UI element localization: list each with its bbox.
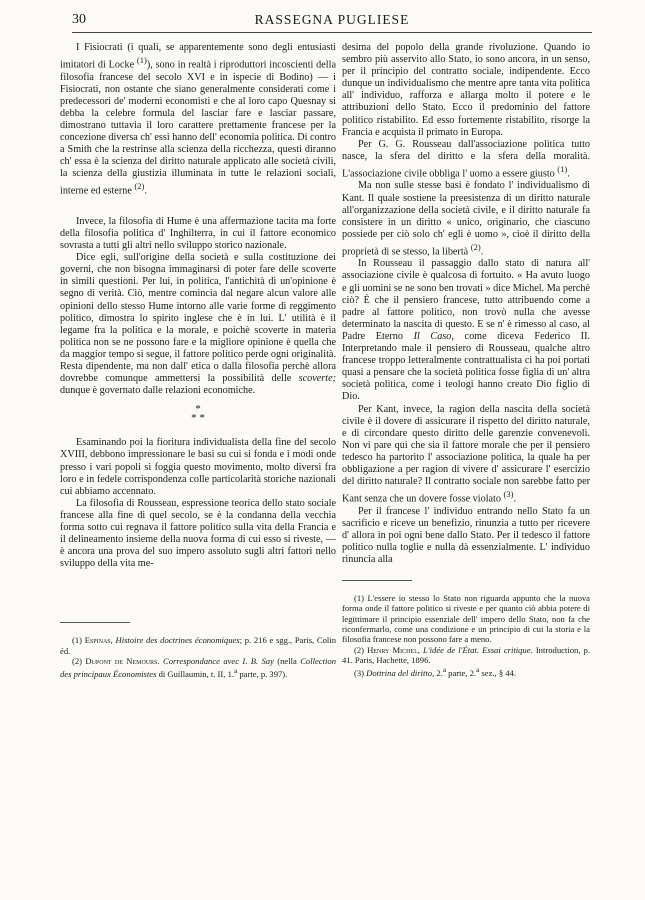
paragraph: Per Kant, invece, la ragion della nascita della società civile è il dovere di assicurare il rispetto del diritto naturale, e di circondare questo diritto delle garenzie convenevoli. Non vi pare qui che sia il fattore morale che per il pensiero tedesco ha partorito l' associazione politica, la quale ha per obbligazione a per ragion di vivere d' assicurare l' esercizio del diritto naturale? Il contratto sociale non sarebbe fatto per Kant senza che un dovere fosse violato $^{(3)}$. <box>342 403 590 505</box>
footnote-ref[interactable]: (1) <box>136 55 147 66</box>
paragraph: La filosofia di Rousseau, espressione teorica dello stato sociale francese alla fine di quel secolo, se è la condanna della vecchia forma sotto cui regnava il fattore politico sulla vita della Francia e il delineamento insieme della nuova forma di cui esso si riveste, — è ancora una prova del suo impero assoluto sugli altri fattori nello sviluppo della vita me- <box>60 497 336 570</box>
footnote-rule <box>60 622 130 623</box>
paragraph: In Rousseau il passaggio dallo stato di natura all' associazione civile è qualcosa di fortuito. « Ha avuto luogo e gli uomini se ne sono ben trovati » dice Michel. Ma perchè ciò? È che il pensiero francese, tutto attribuendo come a padre al fattore politico, non trovò nulla che avesse determinato la nascita di questo. E se n' è rimesso al caso, al Padre Eterno Il Caso, come diceva Federico II. Interpretando male il pensiero di Rousseau, qualche altro francese troppo letteralmente contrattualista ci ha poi portati quasi a pensare che la società politica fosse figlia di un' altra società politica, come i teologi hanno creato Dio figlio di Dio. <box>342 258 591 403</box>
journal-title: RASSEGNA PUGLIESE <box>254 12 410 27</box>
footnote: (2) Dupont de Nemours. Correspondance avec I. B. Say (nella Collection des principaux Économistes di Guillaumin, t. II, 1.$^a$ parte, p. 397). <box>60 655 336 680</box>
page-number: 30 <box>72 12 86 27</box>
footnote-ref[interactable]: (3) <box>503 489 514 500</box>
footnote: (2) Henry Michel, L'idée de l'État. Essai critique. Introduction, p. 41. Paris, Hachette, 1896. <box>342 644 591 665</box>
footnote: (1) L'essere io stesso lo Stato non riguarda appunto che la nuova forma onde il fattore politico si riveste e per quanto ciò abbia potere di legittimare il principio essenziale dell' impero dello Stato, non fa che riconfermarlo, come una condizione e un principio di cui la storia e la filosofia francese non possono fare a meno. <box>342 593 590 645</box>
paragraph: I Fisiocrati (i quali, se apparentemente sono degli entusiasti imitatori di Locke $^{(1)}$), sono in realtà i riproduttori incoscienti della filosofia francese del secolo XVI e in ispecie di Bodino) — i Fisiocrati, non ostante che siano generalmente considerati come i predecessori de' moderni economisti e che al loro capo Quesnay si debba la celebre formula del lasciar fare e lasciar passare, dimostrano tuttavia il loro carattere prettamente francese per la concezione diversa ch' essi hanno dell' economia politica. Di contro a Smith che la restrinse alla scienza della ricchezza, questi diranno ch' essa è la scienza del diritto naturale applicato alle società civili, la scienza della giustizia illuminata in tutte le relazioni sociali, interne ed esterne $^{(2)}$. <box>60 42 336 197</box>
paragraph: Per G. G. Rousseau dall'associazione politica tutto nasce, la sfera del diritto e la sfera della moralità. L'associazione civile obbliga l' uomo a essere giusto $^{(1)}$. <box>342 138 590 180</box>
footnote-ref[interactable]: (2) <box>134 181 145 192</box>
paragraph: Esaminando poi la fioritura individualista della fine del secolo XVIII, debbono impressionare le basi su cui si fonda e i modi onde presso i vari popoli si foggia questo movimento, molto diversi fra loro e in fedele corrispondenza colle particolarità storiche nazionali cui abbiamo accennato. <box>60 437 336 497</box>
paragraph: Ma non sulle stesse basi è fondato l' individualismo di Kant. Il quale sostiene la preesistenza di un diritto naturale all'organizzazione della società civile, e il diritto naturale fa consistere in un diritto « unico, originario, che ciascuno possiede per ciò solo ch' egli è uomo », cioè il diritto della proprietà di se stesso, la libertà $^{(2)}$. <box>342 180 590 258</box>
left-column <box>60 42 336 679</box>
paragraph: Per il francese l' individuo entrando nello Stato fa un sacrificio e riceve un benefizio, rinunzia a tutto per ricevere d' allora in poi ogni bene dallo Stato. Per il tedesco il fattore politico nulla toglie e nulla dà essenzialmente. L' individuo rinuncia alla <box>342 505 590 566</box>
footnote-ref[interactable]: (1) <box>557 163 568 174</box>
paragraph: Invece, la filosofia di Hume è una affermazione tacita ma forte della filosofia politica d' Inghilterra, in cui il fattore economico sovrasta a tutti gli altri nello sviluppo storico nazionale. <box>60 215 336 252</box>
footnote: (3) Dottrina del diritto, 2.$^a$ parte, 2.$^a$ sez., § 44. <box>354 666 517 679</box>
footnotes <box>342 593 590 678</box>
footnote-ref[interactable]: (2) <box>470 241 481 252</box>
footnote-rule <box>342 580 412 581</box>
paragraph: desima del popolo della grande rivoluzione. Quando io sembro più asservito allo Stato, io sono ancora, in un senso, per il principio del contratto sociale, indipendente. Ecco dunque un individualismo che mentre apre tanta vita politica all' individuo, rafforza e allarga molto il potere e le attribuzioni dello Stato. Ecco il predominio del fattore politico ristabilito. Ed esso fortemente ristabilito, risorge la Francia e acquista il primato in Europa. <box>342 42 590 138</box>
asterism-divider: * * * <box>191 403 205 425</box>
header-rule <box>72 32 592 33</box>
footnote: (1) Espinas, Histoire des doctrines économiques; p. 216 e sgg., Paris, Colin éd. <box>60 635 336 656</box>
right-column <box>342 42 590 678</box>
footnotes <box>60 635 336 679</box>
running-header <box>72 8 592 36</box>
paragraph: Dice egli, sull'origine della società e sulla costituzione dei governi, che non bisogna immaginarsi di poter fare delle scoverte in simili questioni. Per lui, in politica, l'antichità di un'opinione è segno di verità. Ciò, mentre comincia dal negare alcun valore alle opinioni dello stesso Hume intorno alle varie forme di reggimento politico, dimostra lo spirito inglese che è in lui. L' utilità è il legame fra la politica e la morale, e poichè scoverte in materia politica non se ne possono fare e la migliore opinione è quella che da maggior tempo si segue, il fattore politico perde ogni originalità. Resta dipendente, ma non dall' etica o dalla filosofia perchè allora dovrebbe comunque ammettersi la possibilità delle scoverte; dunque è governato dalle relazioni economiche. <box>60 252 336 397</box>
